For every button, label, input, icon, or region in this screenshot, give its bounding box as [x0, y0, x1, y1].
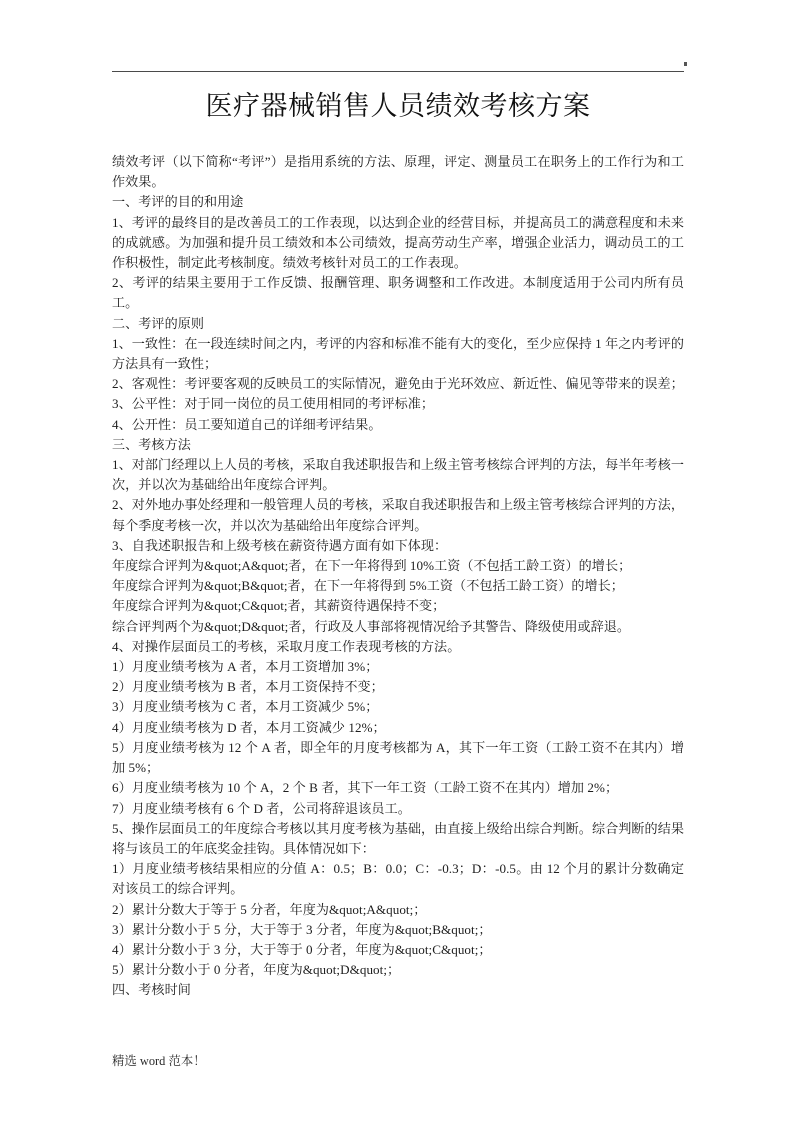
paragraph: 1）月度业绩考核结果相应的分值 A：0.5；B：0.0；C：-0.3；D：-0.5。由 12 个月的累计分数确定对该员工的综合评判。	[112, 861, 684, 897]
page-footer	[112, 1052, 684, 1070]
paragraph: 7）月度业绩考核有 6 个 D 者，公司将辞退该员工。	[112, 800, 411, 816]
paragraph: 4、对操作层面员工的考核，采取月度工作表现考核的方法。	[112, 638, 461, 654]
paragraph: 5）累计分数小于 0 分者，年度为&quot;D&quot;；	[112, 962, 401, 978]
paragraph: 四、考核时间	[112, 982, 191, 998]
paragraph: 1、一致性：在一段连续时间之内，考评的内容和标准不能有大的变化，至少应保持 1 年之内考评的方法具有一致性；	[112, 335, 684, 372]
header-corner-mark	[684, 62, 687, 66]
paragraph: 1、对部门经理以上人员的考核，采取自我述职报告和上级主管考核综合评判的方法，每半年考核一次，并以次为基础给出年度综合评判。	[112, 457, 684, 493]
paragraph: 3）累计分数小于 5 分，大于等于 3 分者，年度为&quot;B&quot;；	[112, 921, 492, 937]
footer-text: 精选 word 范本！	[112, 1054, 206, 1068]
paragraph: 1、考评的最终目的是改善员工的工作表现，以达到企业的经营目标，并提高员工的满意程度和未来的成就感。为加强和提升员工绩效和本公司绩效，提高劳动生产率，增强企业活力，调动员工的工作积极性，制定此考核制度。绩效考核针对员工的工作表现。	[112, 214, 684, 271]
paragraph: 2）累计分数大于等于 5 分者，年度为&quot;A&quot;；	[112, 901, 427, 917]
paragraph: 一、考评的目的和用途	[112, 194, 244, 210]
paragraph: 3、公平性：对于同一岗位的员工使用相同的考评标准；	[112, 396, 435, 412]
document-content	[112, 152, 684, 1001]
document-body	[112, 86, 684, 1001]
paragraph: 年度综合评判为&quot;A&quot;者，在下一年将得到 10%工资（不包括工龄工资）的增长；	[112, 558, 632, 574]
paragraph: 4）累计分数小于 3 分，大于等于 0 分者，年度为&quot;C&quot;；	[112, 941, 492, 957]
paragraph: 年度综合评判为&quot;C&quot;者，其薪资待遇保持不变；	[112, 598, 446, 614]
paragraph: 3）月度业绩考核为 C 者，本月工资减少 5%；	[112, 699, 379, 715]
paragraph: 2、对外地办事处经理和一般管理人员的考核，采取自我述职报告和上级主管考核综合评判的方法，每个季度考核一次，并以次为基础给出年度综合评判。	[112, 497, 684, 533]
paragraph: 三、考核方法	[112, 436, 191, 452]
paragraph: 4）月度业绩考核为 D 者，本月工资减少 12%；	[112, 719, 386, 735]
paragraph: 5）月度业绩考核为 12 个 A 者，即全年的月度考核都为 A，其下一年工资（工龄工资不在其内）增加 5%；	[112, 739, 684, 776]
paragraph: 2、客观性：考评要客观的反映员工的实际情况，避免由于光环效应、新近性、偏见等带来的误差；	[112, 376, 684, 392]
paragraph: 综合评判两个为&quot;D&quot;者，行政及人事部将视情况给予其警告、降级使用或辞退。	[112, 618, 631, 634]
page-title: 医疗器械销售人员绩效考核方案	[205, 91, 591, 121]
paragraph: 5、操作层面员工的年度综合考核以其月度考核为基础，由直接上级给出综合判断。综合判断的结果将与该员工的年底奖金挂钩。具体情况如下：	[112, 820, 684, 856]
paragraph: 3、自我述职报告和上级考核在薪资待遇方面有如下体现：	[112, 537, 448, 553]
paragraph: 年度综合评判为&quot;B&quot;者，在下一年将得到 5%工资（不包括工龄工资）的增长；	[112, 578, 624, 594]
page-header	[0, 0, 800, 80]
paragraph: 6）月度业绩考核为 10 个 A，2 个 B 者，其下一年工资（工龄工资不在其内）增加 2%；	[112, 780, 619, 796]
header-divider-rule	[112, 71, 684, 72]
paragraph: 1）月度业绩考核为 A 者，本月工资增加 3%；	[112, 659, 379, 675]
paragraph: 4、公开性：员工要知道自己的详细考评结果。	[112, 416, 382, 432]
paragraph: 绩效考评（以下简称“考评”）是指用系统的方法、原理，评定、测量员工在职务上的工作行为和工作效果。	[112, 154, 684, 190]
paragraph: 2、考评的结果主要用于工作反馈、报酬管理、职务调整和工作改进。本制度适用于公司内所有员工。	[112, 275, 684, 311]
paragraph: 2）月度业绩考核为 B 者，本月工资保持不变；	[112, 679, 384, 695]
paragraph: 二、考评的原则	[112, 315, 205, 331]
